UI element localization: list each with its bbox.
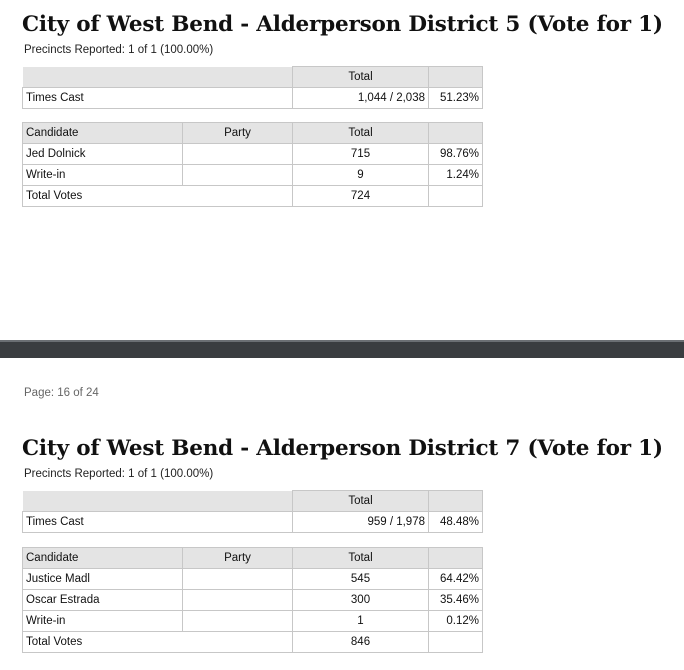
blank-cell bbox=[23, 67, 293, 88]
precincts-reported: Precincts Reported: 1 of 1 (100.00%) bbox=[24, 44, 214, 56]
party-header: Party bbox=[183, 548, 293, 569]
candidate-name: Write-in bbox=[23, 165, 183, 186]
candidate-header: Candidate bbox=[23, 123, 183, 144]
blank-cell bbox=[429, 548, 483, 569]
candidate-total: 1 bbox=[293, 611, 429, 632]
candidate-name: Oscar Estrada bbox=[23, 590, 183, 611]
total-header: Total bbox=[293, 491, 429, 512]
total-votes-label: Total Votes bbox=[23, 632, 293, 653]
candidate-name: Jed Dolnick bbox=[23, 144, 183, 165]
candidate-pct: 1.24% bbox=[429, 165, 483, 186]
candidate-pct: 35.46% bbox=[429, 590, 483, 611]
candidate-party bbox=[183, 611, 293, 632]
candidate-pct: 0.12% bbox=[429, 611, 483, 632]
total-header: Total bbox=[293, 548, 429, 569]
times-cast-table bbox=[22, 66, 483, 109]
candidate-total: 715 bbox=[293, 144, 429, 165]
candidate-total: 9 bbox=[293, 165, 429, 186]
times-cast-table bbox=[22, 490, 483, 533]
candidate-pct: 64.42% bbox=[429, 569, 483, 590]
table-row bbox=[23, 569, 483, 590]
table-row bbox=[23, 165, 483, 186]
candidate-table bbox=[22, 547, 483, 653]
race-title: City of West Bend - Alderperson District 5 (Vote for 1) bbox=[22, 12, 663, 37]
precincts-reported: Precincts Reported: 1 of 1 (100.00%) bbox=[24, 468, 214, 480]
page-number: Page: 16 of 24 bbox=[24, 387, 99, 399]
blank-cell bbox=[429, 186, 483, 207]
times-cast-label: Times Cast bbox=[23, 512, 293, 533]
total-votes-value: 846 bbox=[293, 632, 429, 653]
candidate-header: Candidate bbox=[23, 548, 183, 569]
candidate-total: 300 bbox=[293, 590, 429, 611]
blank-cell bbox=[429, 67, 483, 88]
candidate-total: 545 bbox=[293, 569, 429, 590]
total-header: Total bbox=[293, 123, 429, 144]
blank-cell bbox=[429, 123, 483, 144]
total-votes-label: Total Votes bbox=[23, 186, 293, 207]
total-header: Total bbox=[293, 67, 429, 88]
times-cast-value: 1,044 / 2,038 bbox=[293, 88, 429, 109]
blank-cell bbox=[429, 632, 483, 653]
candidate-name: Justice Madl bbox=[23, 569, 183, 590]
blank-cell bbox=[429, 491, 483, 512]
candidate-table bbox=[22, 122, 483, 207]
times-cast-value: 959 / 1,978 bbox=[293, 512, 429, 533]
candidate-party bbox=[183, 569, 293, 590]
total-votes-row bbox=[23, 632, 483, 653]
candidate-pct: 98.76% bbox=[429, 144, 483, 165]
times-cast-label: Times Cast bbox=[23, 88, 293, 109]
times-cast-pct: 51.23% bbox=[429, 88, 483, 109]
candidate-party bbox=[183, 590, 293, 611]
times-cast-pct: 48.48% bbox=[429, 512, 483, 533]
table-row bbox=[23, 144, 483, 165]
race-title: City of West Bend - Alderperson District 7 (Vote for 1) bbox=[22, 436, 663, 461]
candidate-name: Write-in bbox=[23, 611, 183, 632]
page-separator bbox=[0, 340, 684, 358]
blank-cell bbox=[23, 491, 293, 512]
total-votes-row bbox=[23, 186, 483, 207]
table-row bbox=[23, 611, 483, 632]
candidate-party bbox=[183, 165, 293, 186]
table-row bbox=[23, 590, 483, 611]
party-header: Party bbox=[183, 123, 293, 144]
page-lower bbox=[0, 358, 684, 670]
candidate-party bbox=[183, 144, 293, 165]
total-votes-value: 724 bbox=[293, 186, 429, 207]
